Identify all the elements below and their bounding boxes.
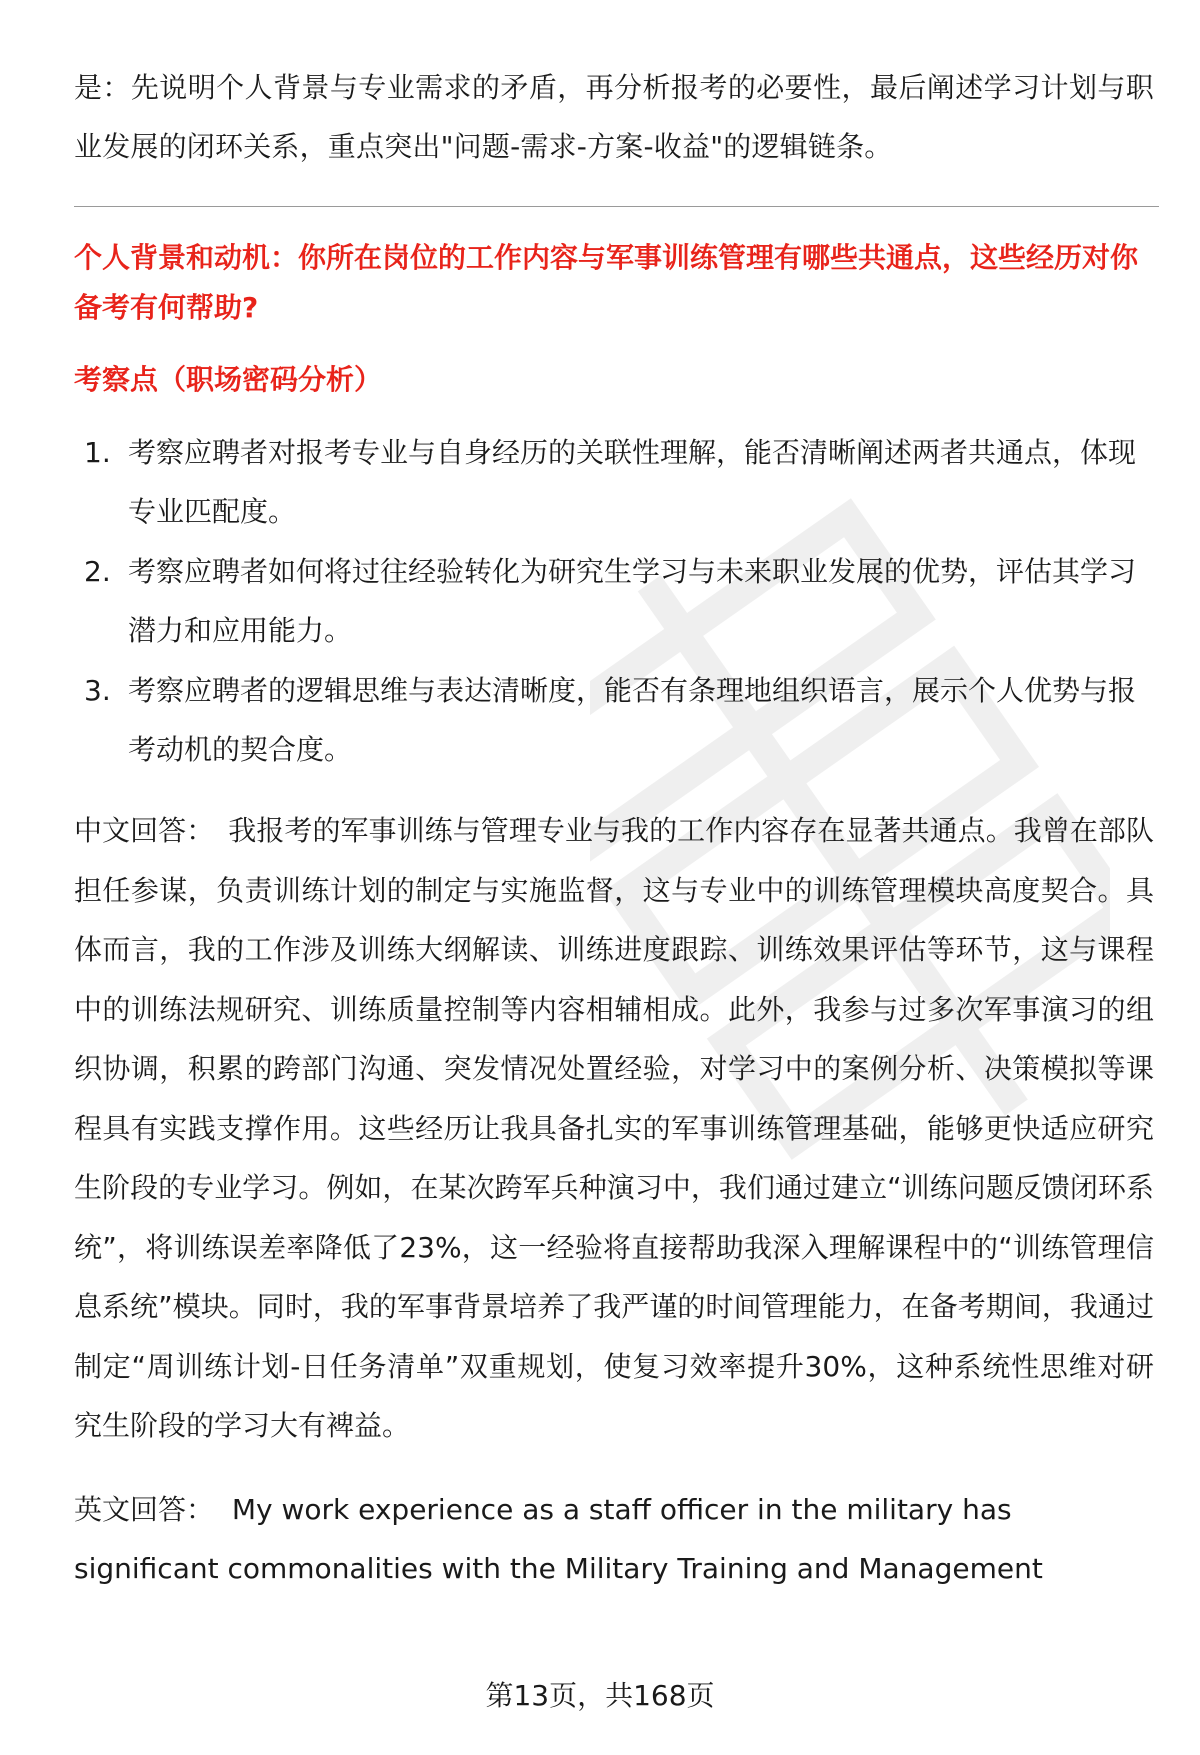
list-item-number: 1. xyxy=(84,436,111,469)
chinese-answer-text: 我报考的军事训练与管理专业与我的工作内容存在显著共通点。我曾在部队担任参谋，负责训练计划的制定与实施监督，这与专业中的训练管理模块高度契合。具体而言，我的工作涉及训练大纲解读、训练进度跟踪、训练效果评估等环节，这与课程中的训练法规研究、训练质量控制等内容相辅相成。此外，我参与过多次军事演习的组织协调，积累的跨部门沟通、突发情况处置经验，对学习中的案例分析、决策模拟等课程具有实践支撑作用。这些经历让我具备扎实的军事训练管理基础，能够更快适应研究生阶段的专业学习。例如，在某次跨军兵种演习中，我们通过建立“训练问题反馈闭环系统”，将训练误差率降低了23%，这一经验将直接帮助我深入理解课程中的“训练管理信息系统”模块。同时，我的军事背景培养了我严谨的时间管理能力，在备考期间，我通过制定“周训练计划-日任务清单”双重规划，使复习效率提升30%，这种系统性思维对研究生阶段的学习大有裨益。 xyxy=(74,814,1154,1442)
question-title: 个人背景和动机：你所在岗位的工作内容与军事训练管理有哪些共通点，这些经历对你备考有何帮助? xyxy=(74,241,1139,324)
section-divider xyxy=(74,206,1159,207)
chinese-answer-label: 中文回答： xyxy=(74,814,215,847)
list-item-number: 2. xyxy=(84,555,111,588)
list-item-text: 考察应聘者对报考专业与自身经历的关联性理解，能否清晰阐述两者共通点，体现专业匹配度。 xyxy=(128,436,1137,528)
english-answer-label: 英文回答： xyxy=(74,1492,215,1526)
chinese-answer xyxy=(74,801,1154,1456)
list-item-text: 考察应聘者如何将过往经验转化为研究生学习与未来职业发展的优势，评估其学习潜力和应用能力。 xyxy=(128,555,1137,647)
list-item xyxy=(74,423,1154,541)
document-content xyxy=(74,58,1154,1599)
list-item xyxy=(74,542,1154,660)
english-answer xyxy=(74,1480,1154,1599)
list-item xyxy=(74,661,1154,779)
assessment-points-list xyxy=(74,423,1154,779)
list-item-number: 3. xyxy=(84,674,111,707)
assessment-points-heading: 考察点（职场密码分析） xyxy=(74,363,383,396)
intro-paragraph: 是：先说明个人背景与专业需求的矛盾，再分析报考的必要性，最后阐述学习计划与职业发展的闭环关系，重点突出"问题-需求-方案-收益"的逻辑链条。 xyxy=(74,71,1154,163)
english-answer-text: My work experience as a staff officer in the military has significant commonalities with the Military Training and Management xyxy=(74,1492,1043,1585)
page-number: 第13页，共168页 xyxy=(485,1679,715,1712)
list-item-text: 考察应聘者的逻辑思维与表达清晰度，能否有条理地组织语言，展示个人优势与报考动机的契合度。 xyxy=(128,674,1137,766)
